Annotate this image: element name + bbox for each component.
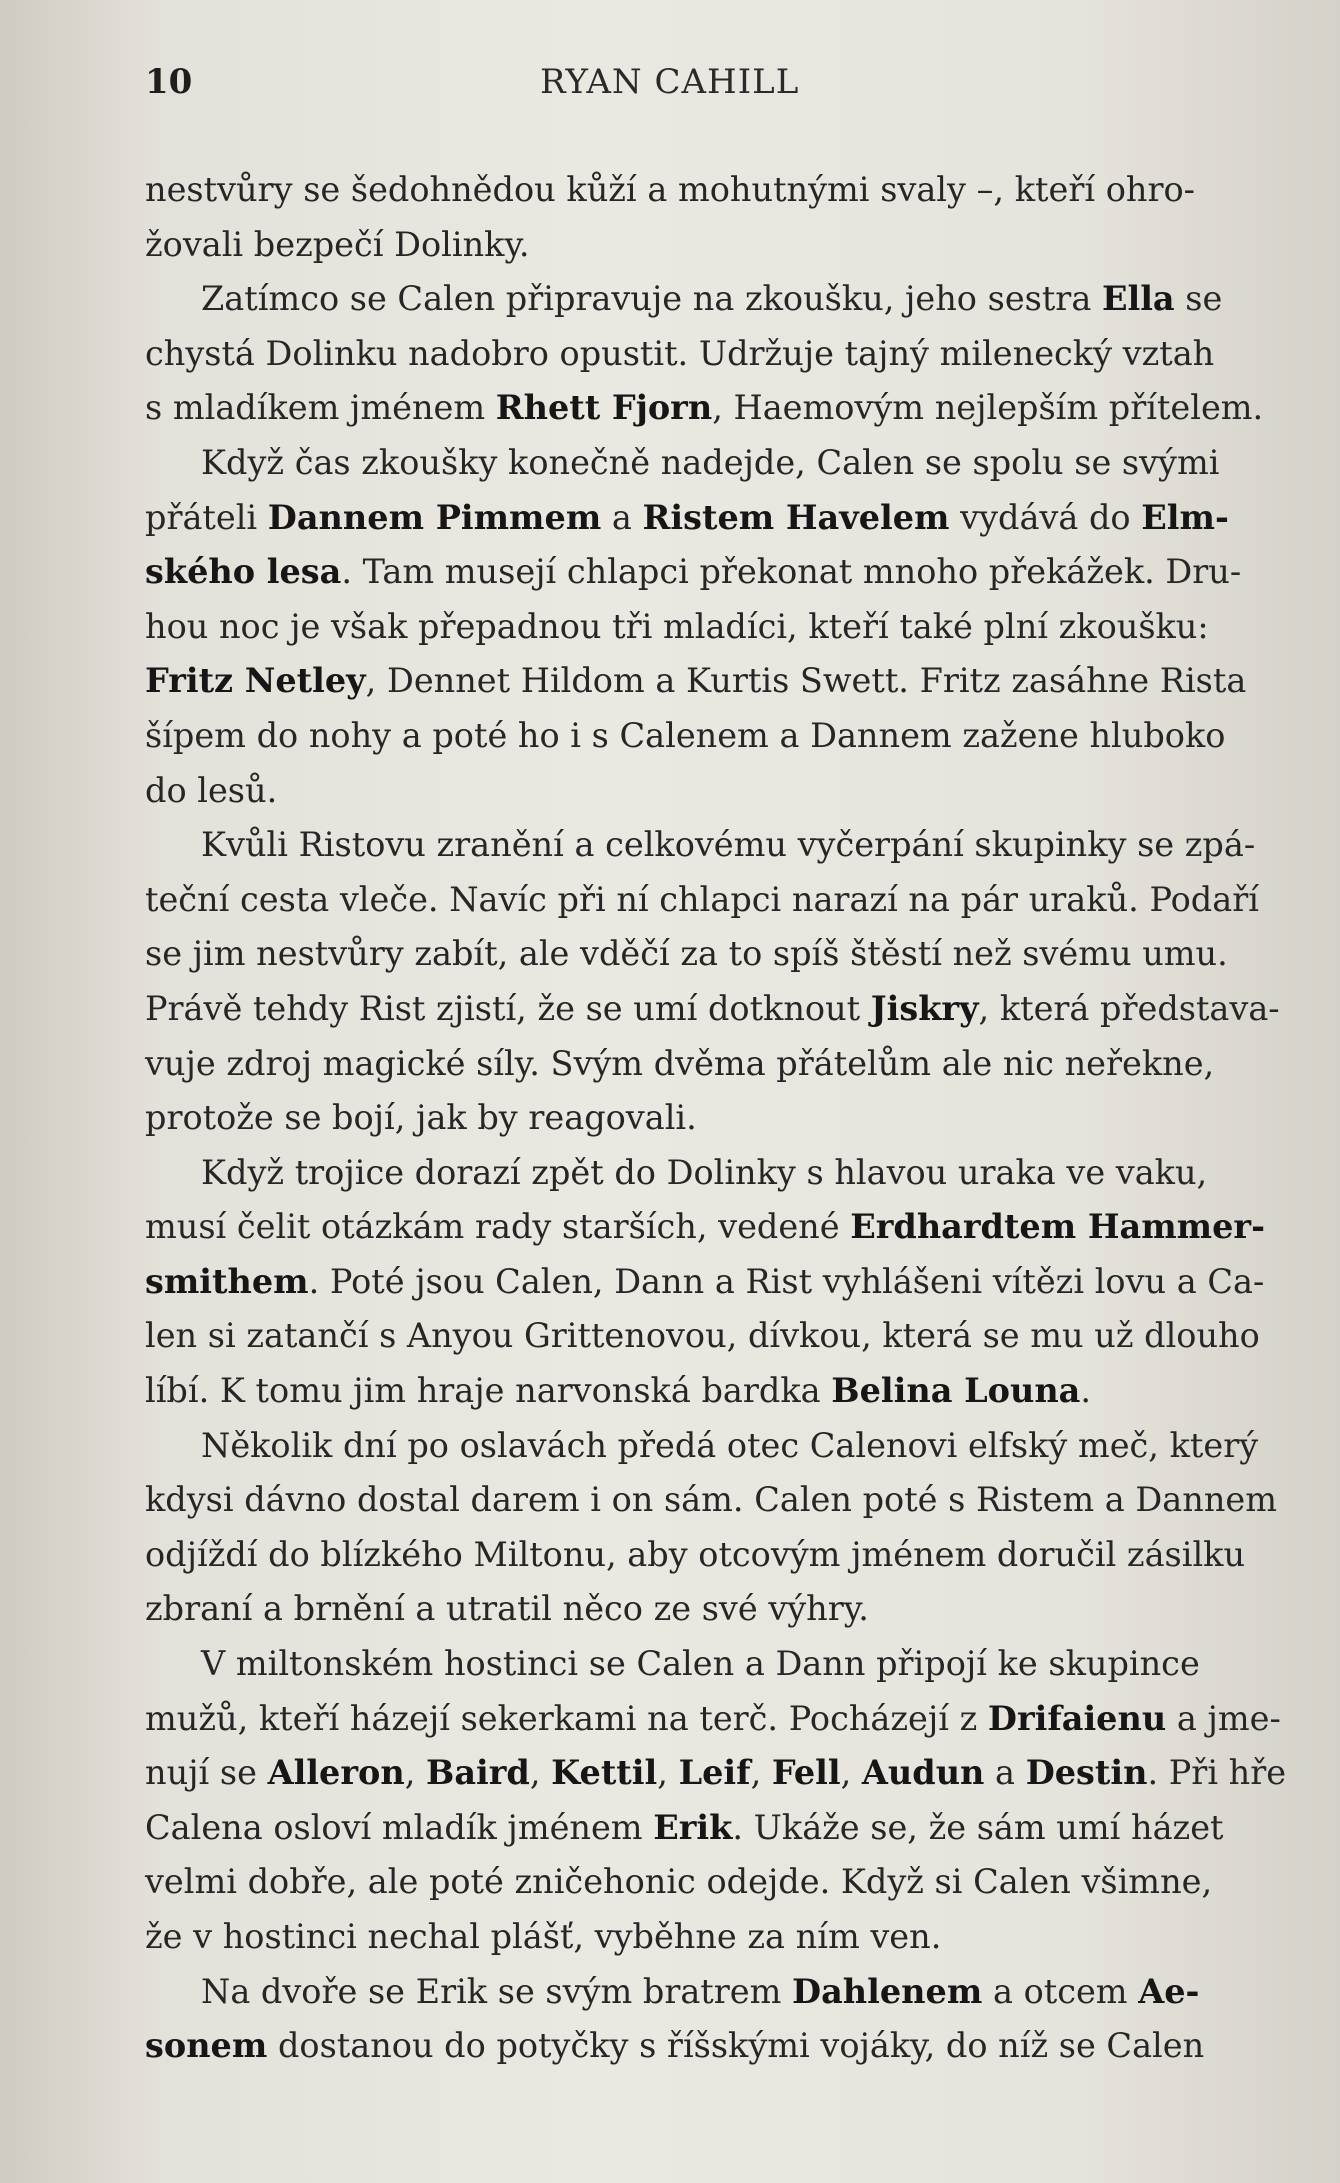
text-run: dostanou do potyčky s říšskými vojáky, do níž se Calen xyxy=(267,2026,1205,2066)
text-line xyxy=(145,764,1195,819)
text-run: protože se bojí, jak by reagovali. xyxy=(145,1098,697,1138)
text-run: , Dennet Hildom a Kurtis Swett. Fritz zasáhne Rista xyxy=(365,661,1247,701)
text-run: , xyxy=(404,1753,426,1793)
text-line xyxy=(145,654,1247,709)
bold-name: Kettil xyxy=(551,1753,658,1793)
bold-name: Baird xyxy=(426,1753,530,1793)
text-line xyxy=(145,1309,1260,1364)
text-run: přáteli xyxy=(145,497,268,537)
text-run: a xyxy=(984,1753,1026,1793)
text-line xyxy=(145,982,1280,1037)
text-run: a jme- xyxy=(1166,1698,1281,1738)
bold-name: ského lesa xyxy=(145,552,342,592)
paragraph xyxy=(145,818,1280,1146)
bold-name: Fell xyxy=(771,1753,841,1793)
text-run: Zatímco se Calen připravuje na zkoušku, jeho sestra xyxy=(201,279,1102,319)
text-run: do lesů. xyxy=(145,770,278,810)
text-run: len si zatančí s Anyou Grittenovou, dívkou, která se mu už dlouho xyxy=(145,1316,1260,1356)
bold-name: Dannem Pimmem xyxy=(267,497,602,537)
text-run: odjíždí do blízkého Miltonu, aby otcovým jménem doručil zásilku xyxy=(145,1534,1246,1574)
text-run: šípem do nohy a poté ho i s Calenem a Dannem zažene hluboko xyxy=(145,715,1226,755)
paragraph xyxy=(145,1965,1205,2074)
bold-name: Dahlenem xyxy=(792,1971,983,2011)
text-run: žovali bezpečí Dolinky. xyxy=(145,224,530,264)
paragraph xyxy=(145,272,1264,436)
paragraph xyxy=(145,1146,1265,1419)
bold-name: Erdhardtem Hammer- xyxy=(850,1207,1265,1247)
text-run: , xyxy=(529,1753,552,1793)
text-run: V miltonském hostinci se Calen a Dann připojí ke skupince xyxy=(201,1644,1200,1684)
text-run: se xyxy=(1174,279,1223,319)
bold-name: Fritz Netley xyxy=(145,661,366,701)
text-run: , xyxy=(750,1753,772,1793)
text-line xyxy=(145,873,1259,928)
text-line xyxy=(145,218,1195,273)
bold-name: Jiskry xyxy=(870,988,979,1028)
text-line xyxy=(145,1528,1246,1583)
bold-name: Ae- xyxy=(1138,1971,1200,2011)
running-head xyxy=(145,62,1195,112)
text-run: a xyxy=(601,497,643,537)
text-line xyxy=(145,1746,1287,1801)
paragraph xyxy=(145,1637,1287,1965)
text-line xyxy=(145,381,1264,436)
book-author-header: RYAN CAHILL xyxy=(540,62,800,102)
text-line xyxy=(145,1637,1200,1692)
text-line xyxy=(145,491,1229,546)
text-line xyxy=(145,1965,1200,2020)
paragraph xyxy=(145,436,1247,818)
body-text xyxy=(145,163,1287,2074)
text-line xyxy=(145,927,1228,982)
text-line xyxy=(145,1146,1208,1201)
text-run: nestvůry se šedohnědou kůží a mohutnými svaly –, kteří ohro- xyxy=(145,170,1195,209)
bold-name: Leif xyxy=(678,1753,751,1793)
text-line xyxy=(145,1473,1277,1528)
text-run: , xyxy=(840,1753,862,1793)
paragraph xyxy=(145,163,1195,272)
text-line xyxy=(145,1582,1195,1637)
text-run: . Při hře xyxy=(1147,1753,1287,1793)
text-line xyxy=(145,600,1209,655)
text-run: vydává do xyxy=(949,497,1142,537)
text-run: . Ukáže se, že sám umí házet xyxy=(732,1807,1224,1847)
text-run: mužů, kteří házejí sekerkami na terč. Pocházejí z xyxy=(145,1698,988,1738)
text-run: . Poté jsou Calen, Dann a Rist vyhlášeni vítězi lovu a Ca- xyxy=(308,1261,1265,1301)
bold-name: Drifaienu xyxy=(987,1698,1167,1738)
bold-name: smithem xyxy=(145,1261,309,1301)
bold-name: sonem xyxy=(145,2026,268,2066)
text-run: nují se xyxy=(145,1753,268,1793)
text-run: teční cesta vleče. Navíc při ní chlapci narazí na pár uraků. Podaří xyxy=(145,879,1259,919)
text-run: že v hostinci nechal plášť, vyběhne za ním ven. xyxy=(145,1917,942,1956)
text-run: a otcem xyxy=(982,1971,1139,2011)
text-run: Právě tehdy Rist zjistí, že se umí dotknout xyxy=(145,988,871,1028)
text-run: Calena osloví mladík jménem xyxy=(145,1807,654,1847)
text-run: hou noc je však přepadnou tři mladíci, kteří také plní zkoušku: xyxy=(145,606,1209,646)
bold-name: Rhett Fjorn xyxy=(495,388,713,428)
text-run: Kvůli Ristovu zranění a celkovému vyčerpání skupinky se zpá- xyxy=(201,825,1256,865)
text-line xyxy=(145,163,1195,218)
text-line xyxy=(145,709,1226,764)
text-run: se jim nestvůry zabít, ale vděčí za to spíš štěstí než svému umu. xyxy=(145,934,1228,974)
text-line xyxy=(145,1692,1281,1747)
text-run: vuje zdroj magické síly. Svým dvěma přátelům ale nic neřekne, xyxy=(145,1043,1215,1083)
bold-name: Destin xyxy=(1025,1753,1148,1793)
paragraph xyxy=(145,1419,1277,1637)
text-run: chystá Dolinku nadobro opustit. Udržuje tajný milenecký vztah xyxy=(145,333,1215,373)
text-line xyxy=(145,327,1215,382)
bold-name: Audun xyxy=(861,1753,985,1793)
text-line xyxy=(145,545,1242,600)
bold-name: Ristem Havelem xyxy=(642,497,950,537)
text-run: velmi dobře, ale poté zničehonic odejde. Když si Calen všimne, xyxy=(145,1862,1213,1902)
text-run: Několik dní po oslavách předá otec Calenovi elfský meč, který xyxy=(201,1425,1259,1465)
text-line xyxy=(145,1419,1259,1474)
text-line xyxy=(145,1037,1215,1092)
page-number: 10 xyxy=(145,62,193,102)
bold-name: Belina Louna xyxy=(831,1371,1081,1411)
text-run: , Haemovým nejlepším přítelem. xyxy=(712,388,1264,428)
bold-name: Erik xyxy=(653,1807,733,1847)
text-run: zbraní a brnění a utratil něco ze své výhry. xyxy=(145,1589,869,1629)
text-line xyxy=(145,1855,1213,1910)
text-run: Když trojice dorazí zpět do Dolinky s hlavou uraka ve vaku, xyxy=(201,1152,1208,1192)
text-run: . Tam musejí chlapci překonat mnoho překážek. Dru- xyxy=(341,552,1242,592)
text-line xyxy=(145,1801,1224,1856)
text-line xyxy=(145,1364,1195,1419)
text-run: Na dvoře se Erik se svým bratrem xyxy=(201,1971,793,2011)
text-run: , která představa- xyxy=(978,988,1280,1028)
text-line xyxy=(145,1255,1265,1310)
bold-name: Alleron xyxy=(267,1753,405,1793)
bold-name: Ella xyxy=(1101,279,1175,319)
text-line xyxy=(145,818,1256,873)
text-line xyxy=(145,1091,1195,1146)
text-run: líbí. K tomu jim hraje narvonská bardka xyxy=(145,1371,832,1411)
text-run: , xyxy=(657,1753,679,1793)
text-run: Když čas zkoušky konečně nadejde, Calen se spolu se svými xyxy=(201,442,1220,482)
text-line xyxy=(145,272,1223,327)
text-line xyxy=(145,1200,1265,1255)
text-line xyxy=(145,436,1220,491)
text-run: . xyxy=(1080,1371,1092,1411)
text-line xyxy=(145,2019,1205,2074)
text-run: musí čelit otázkám rady starších, vedené xyxy=(145,1207,851,1247)
text-run: s mladíkem jménem xyxy=(145,388,496,428)
text-line xyxy=(145,1910,1195,1965)
bold-name: Elm- xyxy=(1141,497,1229,537)
text-run: kdysi dávno dostal darem i on sám. Calen poté s Ristem a Dannem xyxy=(145,1480,1277,1520)
